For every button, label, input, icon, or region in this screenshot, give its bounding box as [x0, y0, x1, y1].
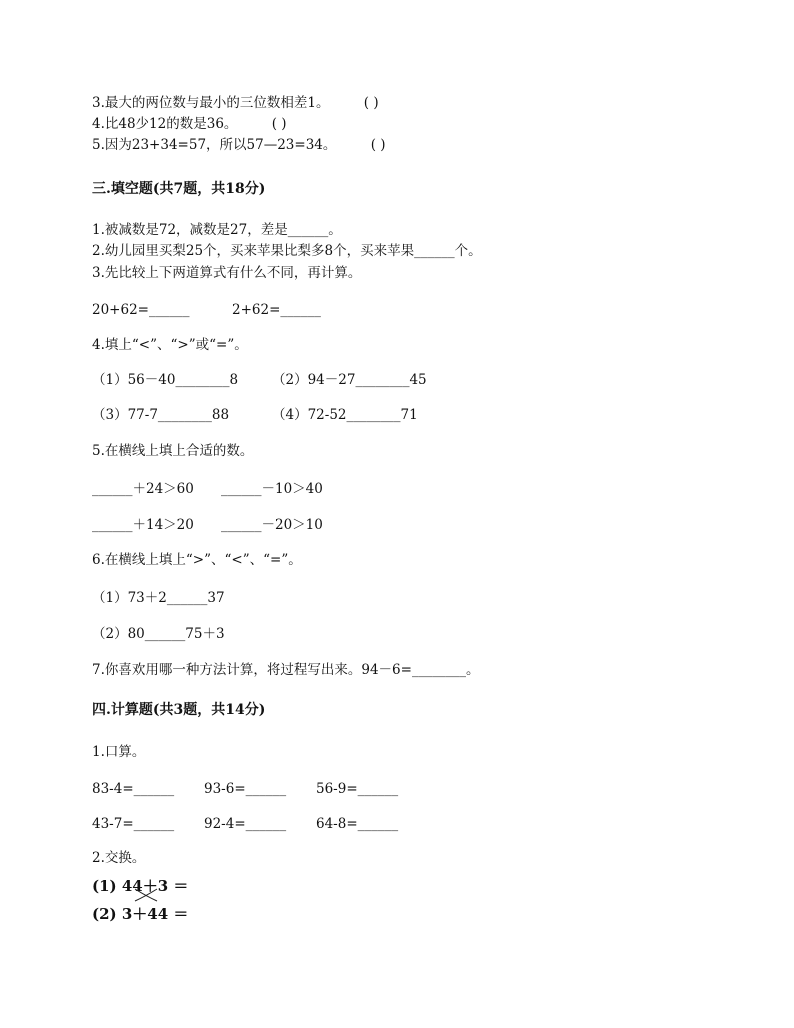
judge-q3 [92, 94, 379, 112]
blank-expr: ______＋24＞60 [92, 481, 194, 497]
fill-q7: 7.你喜欢用哪一种方法计算，将过程写出来。94－6=________。 [92, 662, 480, 678]
fill-q6-1: （1）73＋2______37 [92, 590, 225, 606]
calc-item: 93-6=______ [204, 781, 287, 797]
fill-q2: 2.幼儿园里买梨25个，买来苹果比梨多8个，买来苹果______个。 [92, 243, 482, 259]
calc-item: 43-7=______ [92, 816, 175, 832]
calc-item: 83-4=______ [92, 781, 175, 797]
compare-item: （1）56－40________8 [92, 372, 239, 388]
compare-item: （4）72-52________71 [272, 407, 418, 423]
compare-item: （2）94－27________45 [272, 372, 427, 388]
fill-q6: 6.在横线上填上“>”、“<”、“=”。 [92, 552, 302, 568]
swap-cross-icon [133, 888, 159, 902]
fill-q4: 4.填上“<”、“>”或“=”。 [92, 337, 248, 353]
fill-q4-row1 [92, 371, 427, 389]
judge-q4-text: 4.比48少12的数是36。 [92, 116, 238, 132]
fill-q3: 3.先比较上下两道算式有什么不同，再计算。 [92, 265, 362, 281]
calc-q1: 1.口算。 [92, 744, 146, 760]
expr-b: 2+62=______ [232, 302, 321, 318]
fill-q5: 5.在横线上填上合适的数。 [92, 443, 254, 459]
fill-q5-row1 [92, 480, 323, 498]
calc-item: 92-4=______ [204, 816, 287, 832]
fill-q6-2: （2）80______75＋3 [92, 626, 225, 642]
calc-row2 [92, 815, 398, 833]
calc-item: 56-9=______ [316, 781, 399, 797]
section3-title: 三.填空题(共7题，共18分) [92, 181, 266, 197]
fill-q4-row2 [92, 406, 418, 424]
swap-eq1: (1) 44＋3 ＝ [92, 877, 189, 895]
answer-paren[interactable]: ( ) [363, 95, 379, 111]
expr-a: 20+62=______ [92, 302, 190, 318]
compare-item: （3）77-7________88 [92, 407, 230, 423]
calc-item: 64-8=______ [316, 816, 399, 832]
fill-q5-row2 [92, 516, 323, 534]
calc-row1 [92, 780, 398, 798]
answer-paren[interactable]: ( ) [370, 137, 386, 153]
judge-q3-text: 3.最大的两位数与最小的三位数相差1。 [92, 95, 330, 111]
blank-expr: ______－20＞10 [221, 517, 323, 533]
blank-expr: ______－10＞40 [221, 481, 323, 497]
judge-q5-text: 5.因为23+34=57，所以57—23=34。 [92, 137, 337, 153]
section4-title: 四.计算题(共3题，共14分) [92, 702, 266, 718]
judge-q5 [92, 136, 386, 154]
fill-q3-exprs [92, 301, 321, 319]
fill-q1: 1.被减数是72，减数是27，差是______。 [92, 222, 342, 238]
blank-expr: ______＋14＞20 [92, 517, 194, 533]
judge-q4 [92, 115, 287, 133]
swap-eq2: (2) 3＋44 ＝ [92, 905, 189, 923]
calc-q2: 2.交换。 [92, 850, 146, 866]
answer-paren[interactable]: ( ) [271, 116, 287, 132]
